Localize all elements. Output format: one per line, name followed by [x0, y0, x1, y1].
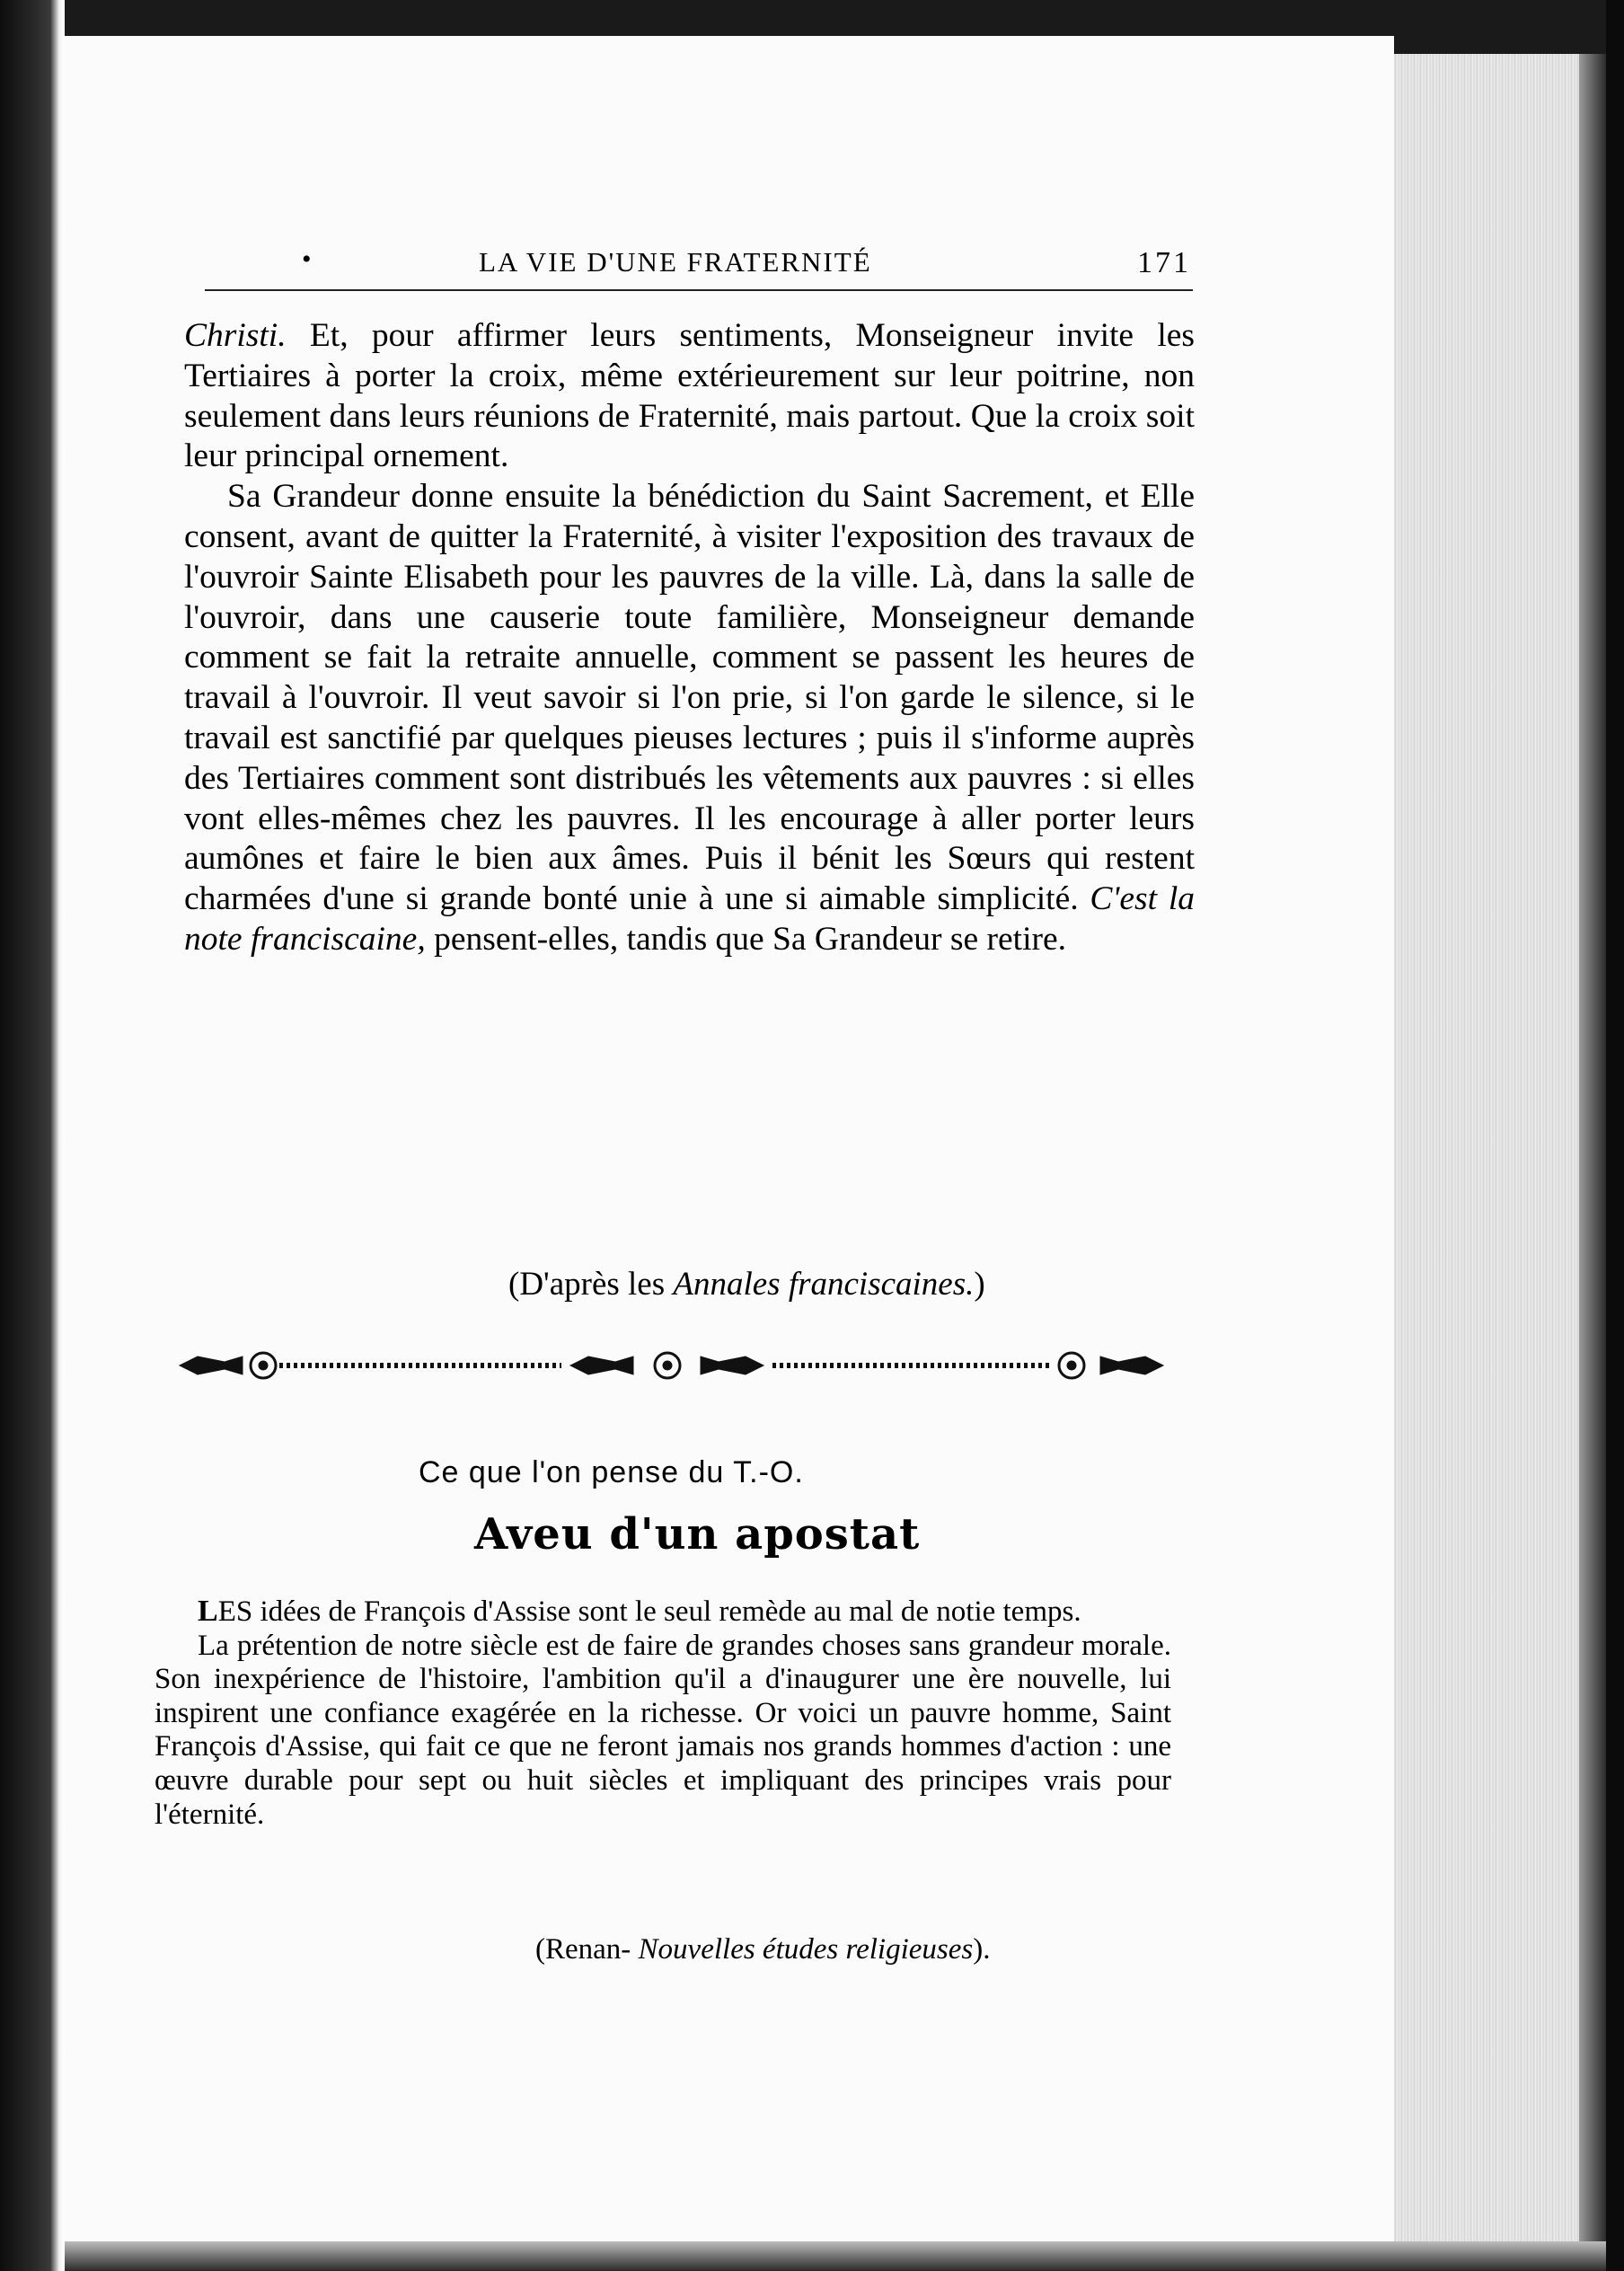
book-gutter-shadow	[0, 0, 65, 2271]
attribution-prefix: (D'après les	[508, 1266, 674, 1303]
quote-attribution-suffix: ).	[973, 1933, 991, 1966]
page-number: 171	[1137, 246, 1191, 279]
ornament-arrow-right	[1100, 1356, 1163, 1374]
quote-paragraph-2: La prétention de notre siècle est de faire de grandes choses sans grandeur morale. Son inexpérience de l'histoire, l'ambition qu'il a d'inaugurer une ère nouvelle, lui inspirent une confiance exagérée en la richesse. Or voici un pauvre homme, Saint François d'Assise, qui fait ce que ne feront jamais nos grands hommes d'action : une œuvre durable pour sept ou huit siècles et impliquant des principes vrais pour l'éternité.	[154, 1629, 1171, 1831]
ornamental-divider	[175, 1348, 1172, 1383]
page-edges	[1394, 54, 1606, 2246]
ornament-arrow-left	[180, 1356, 243, 1374]
paragraph-2-italic: C'est la note franciscaine,	[184, 880, 1196, 958]
bottom-shadow	[65, 2241, 1606, 2271]
paragraph-1-text: Et, pour affirmer leurs sentiments, Monseigneur invite les Tertiaires à porter la croix, même extérieurement sur leur poitrine, non seulement dans leurs réunions de Fraternité, mais partout. Que la croix soit leur principal ornement.	[184, 317, 1195, 475]
quote-attribution-source: Nouvelles études religieuses	[638, 1933, 974, 1966]
paragraph-2	[184, 477, 1195, 960]
paragraph-2-text: Sa Grandeur donne ensuite la bénédiction du Saint Sacrement, et Elle consent, avant de quitter la Fraternité, à visiter l'exposition des travaux de l'ouvroir Sainte Elisabeth pour les pauvres de la ville. Là, dans la salle de l'ouvroir, dans une causerie toute familière, Monseigneur demande comment se fait la retraite annuelle, comment se passent les heures de travail à l'ouvroir. Il veut savoir si l'on prie, si l'on garde le silence, si le travail est sanctifié par quelques pieuses lectures ; puis il s'informe auprès des Tertiaires comment sont distribués les vêtements aux pauvres : si elles vont elles-mêmes chez les pauvres. Il les encourage à aller porter leurs aumônes et faire le bien aux âmes. Puis il bénit les Sœurs qui restent charmées d'une si grande bonté unie à une si aimable simplicité.	[184, 478, 1195, 918]
quote-paragraph-1	[154, 1595, 1171, 1630]
attribution-suffix: )	[974, 1266, 985, 1303]
running-head	[205, 241, 1193, 284]
quote-attribution-prefix: (Renan-	[535, 1933, 639, 1966]
ornament-arrow-center-left	[570, 1356, 633, 1374]
attribution-source: Annales franciscaines.	[673, 1266, 975, 1303]
paragraph-2-end: pensent-elles, tandis que Sa Grandeur se retire.	[425, 920, 1066, 958]
quote-block	[154, 1595, 1171, 1832]
paragraph-1-italic: Christi.	[184, 317, 287, 354]
quote-paragraph-1-text: ES idées de François d'Assise sont le seul remède au mal de notie temps.	[217, 1595, 1081, 1628]
body-text	[184, 316, 1195, 960]
section-title: Aveu d'un apostat	[474, 1509, 921, 1560]
paragraph-1	[184, 316, 1195, 477]
running-head-mark: •	[302, 244, 313, 274]
header-rule	[205, 289, 1193, 291]
attribution	[508, 1265, 1137, 1304]
section-subtitle: Ce que l'on pense du T.-O.	[419, 1455, 804, 1489]
quote-attribution	[535, 1933, 1164, 1966]
background-edge	[1606, 0, 1624, 2271]
ornament-arrow-center-right	[701, 1356, 763, 1374]
running-head-title: LA VIE D'UNE FRATERNITÉ	[479, 246, 872, 278]
quote-dropcap: L	[198, 1595, 218, 1628]
